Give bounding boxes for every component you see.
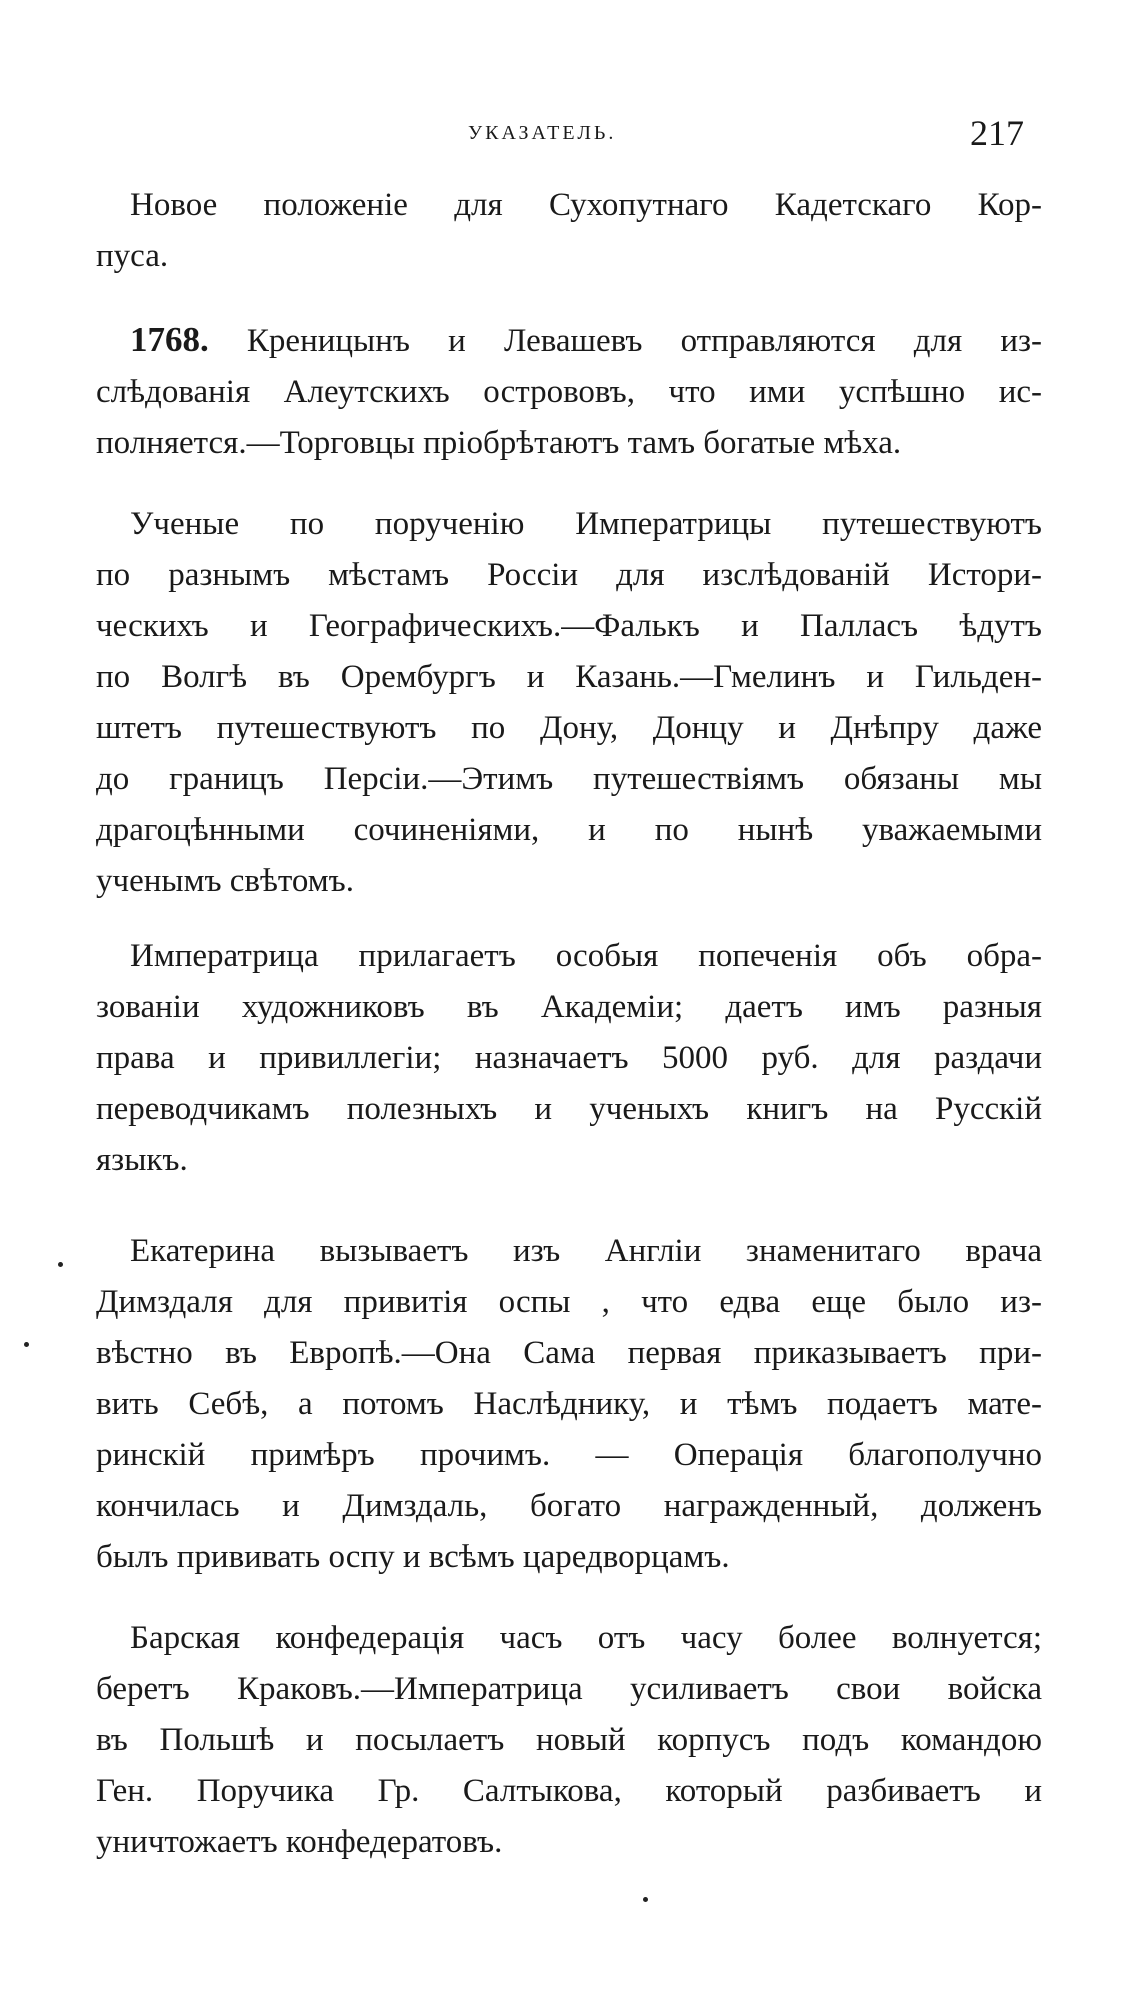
text-line — [96, 314, 1042, 367]
text-line: Императрица прилагаетъ особыя попеченiя объ обра- — [130, 938, 1042, 974]
body-text — [96, 180, 1042, 1868]
text-line: штетъ путешествуютъ по Дону, Донцу и Днѣпру даже — [96, 710, 1042, 746]
text-line: драгоцѣнными сочиненiями, и по нынѣ уважаемыми — [96, 812, 1042, 848]
paragraph-smallpox-inoculation — [96, 1226, 1042, 1583]
text-line: Ген. Поручика Гр. Салтыкова, который разбиваетъ и — [96, 1773, 1042, 1809]
print-speck — [24, 1342, 29, 1347]
text-line: Новое положенiе для Сухопутнаго Кадетскаго Кор- — [130, 187, 1042, 223]
text-fragment: Креницынъ и Левашевъ отправляются для из- — [246, 323, 1043, 359]
text-line: по разнымъ мѣстамъ Россiи для изслѣдованiй Истори- — [96, 557, 1042, 593]
text-line: Димздаля для привитiя оспы , что едва еще было из- — [96, 1284, 1042, 1320]
text-line: права и привиллегiи; назначаетъ 5000 руб. для раздачи — [96, 1040, 1042, 1076]
running-title: УКАЗАТЕЛЬ. — [468, 122, 617, 144]
paragraph-scientific-travels — [96, 499, 1042, 907]
text-line: по Волгѣ въ Орембургъ и Казань.—Гмелинъ и Гильден- — [96, 659, 1042, 695]
text-line: до границъ Персiи.—Этимъ путешествiямъ обязаны мы — [96, 761, 1042, 797]
text-line: языкъ. — [96, 1142, 188, 1178]
text-line: вѣстно въ Европѣ.—Она Сама первая приказываетъ при- — [96, 1335, 1042, 1371]
text-line: Ученые по порученiю Императрицы путешествуютъ — [130, 506, 1042, 542]
page-number: 217 — [970, 113, 1024, 153]
year-heading: 1768. — [130, 320, 209, 359]
text-line: уничтожаетъ конфедератовъ. — [96, 1824, 503, 1860]
paragraph-bar-confederation — [96, 1613, 1042, 1868]
text-line: ческихъ и Географическихъ.—Фалькъ и Палласъ ѣдутъ — [96, 608, 1042, 644]
text-line: переводчикамъ полезныхъ и ученыхъ книгъ на Русскiй — [96, 1091, 1042, 1127]
print-speck — [643, 1897, 648, 1902]
paragraph-academy-artists — [96, 931, 1042, 1186]
text-line: ринскiй примѣръ прочимъ. — Операцiя благополучно — [96, 1437, 1042, 1473]
text-line: въ Польшѣ и посылаетъ новый корпусъ подъ командою — [96, 1722, 1042, 1758]
paragraph-year-1768 — [96, 314, 1042, 469]
text-line: зованiи художниковъ въ Академiи; даетъ имъ разныя — [96, 989, 1042, 1025]
text-line: пуса. — [96, 238, 169, 274]
text-line: Барская конфедерацiя часъ отъ часу более волнуется; — [130, 1620, 1042, 1656]
print-speck — [58, 1262, 63, 1267]
paragraph-cadet-corps — [96, 180, 1042, 282]
text-line: былъ прививать оспу и всѣмъ царедворцамъ. — [96, 1539, 730, 1575]
text-line: кончилась и Димздаль, богато награжденный, долженъ — [96, 1488, 1042, 1524]
text-line: вить Себѣ, а потомъ Наслѣднику, и тѣмъ подаетъ мате- — [96, 1386, 1042, 1422]
text-line: беретъ Краковъ.—Императрица усиливаетъ свои войска — [96, 1671, 1042, 1707]
text-line: ученымъ свѣтомъ. — [96, 863, 354, 899]
text-line: полняется.—Торговцы прiобрѣтаютъ тамъ богатые мѣха. — [96, 425, 902, 461]
running-head — [0, 112, 1140, 152]
text-line: Екатерина вызываетъ изъ Англiи знаменитаго врача — [130, 1233, 1042, 1269]
text-line: слѣдованiя Алеутскихъ острововъ, что ими успѣшно ис- — [96, 374, 1042, 410]
